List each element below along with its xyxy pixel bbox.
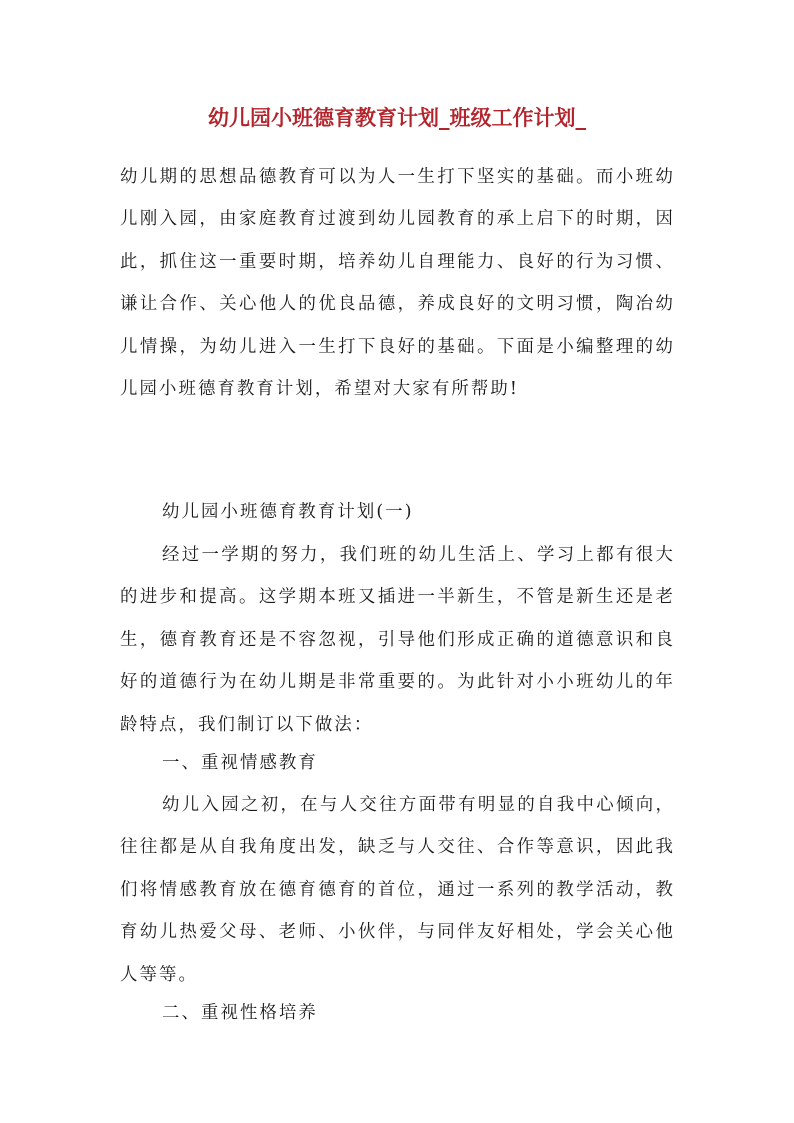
section-title: 幼儿园小班德育教育计划(一) [162,502,414,522]
heading-2: 二、重视性格培养 [162,1003,318,1023]
heading-1: 一、重视情感教育 [162,753,318,773]
document-title: 幼儿园小班德育教育计划_班级工作计划_ [208,105,586,130]
paragraph-1: 经过一学期的努力，我们班的幼儿生活上、学习上都有很大的进步和提高。这学期本班又插进一半新生，不管是新生还是老生，德育教育还是不容忽视，引导他们形成正确的道德意识和良好的道德行为在幼儿期是非常重要的。为此针对小小班幼儿的年龄特点，我们制订以下做法： [120,545,675,735]
intro-paragraph: 幼儿期的思想品德教育可以为人一生打下坚实的基础。而小班幼儿刚入园，由家庭教育过渡到幼儿园教育的承上启下的时期，因此，抓住这一重要时期，培养幼儿自理能力、良好的行为习惯、谦让合作、关心他人的优良品德，养成良好的文明习惯，陶冶幼儿情操，为幼儿进入一生打下良好的基础。下面是小编整理的幼儿园小班德育教育计划，希望对大家有所帮助! [120,167,675,400]
paragraph-2: 幼儿入园之初，在与人交往方面带有明显的自我中心倾向，往往都是从自我角度出发，缺乏与人交往、合作等意识，因此我们将情感教育放在德育德育的首位，通过一系列的教学活动，教育幼儿热爱父母、老师、小伙伴，与同伴友好相处，学会关心他人等等。 [120,795,675,985]
